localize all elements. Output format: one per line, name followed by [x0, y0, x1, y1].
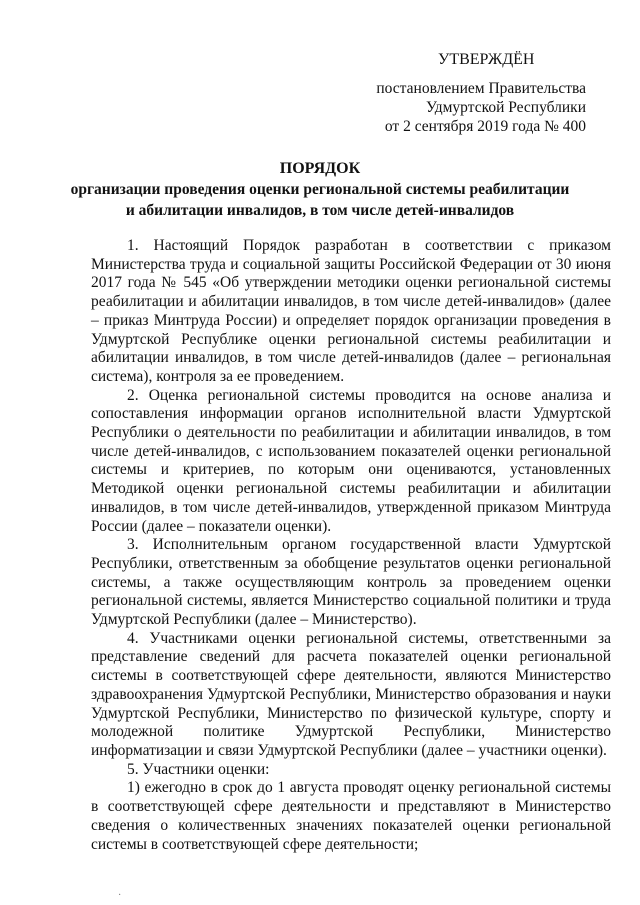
scan-artifact: ·: [118, 890, 122, 901]
approval-line-2: Удмуртской Республики: [425, 99, 586, 116]
document-subtitle-line-1: организации проведения оценки региональной системы реабилитации: [70, 181, 570, 198]
approval-line-3: от 2 сентября 2019 года № 400: [384, 118, 586, 135]
document-heading: [0, 159, 640, 221]
approval-title: УТВЕРЖДЁН: [438, 51, 535, 68]
document-body: [91, 237, 611, 854]
document-subtitle-line-2: и абилитации инвалидов, в том числе детей-инвалидов: [125, 202, 515, 219]
approval-line-1: постановлением Правительства: [376, 80, 586, 97]
paragraph-4: 4. Участниками оценки региональной системы, ответственными за представление сведений для расчета показателей оценки региональной системы в соответствующей сфере деятельности, являются Министерство здравоохранения Удмуртской Республики, Министерство образования и науки Удмуртской Республики, Министерство по физической культуре, спорту и молодежной политике Удмуртской Республики, Министерство информатизации и связи Удмуртской Республики (далее – участники оценки).: [91, 629, 611, 759]
paragraph-5: 5. Участники оценки:: [127, 760, 270, 778]
paragraph-1: 1. Настоящий Порядок разработан в соответствии с приказом Министерства труда и социальной защиты Российской Федерации от 30 июня 2017 года № 545 «Об утверждении методики оценки региональной системы реабилитации и абилитации инвалидов, в том числе детей-инвалидов» (далее – приказ Минтруда России) и определяет порядок организации проведения в Удмуртской Республике оценки региональной системы реабилитации и абилитации инвалидов, в том числе детей-инвалидов (далее – региональная система), контроля за ее проведением.: [91, 237, 611, 385]
paragraph-2: 2. Оценка региональной системы проводится на основе анализа и сопоставления информации органов исполнительной власти Удмуртской Республики о деятельности по реабилитации и абилитации инвалидов, в том числе детей-инвалидов, с использованием показателей оценки региональной системы и критериев, по которым они оцениваются, установленных Методикой оценки региональной системы реабилитации и абилитации инвалидов, в том числе детей-инвалидов, утвержденной приказом Минтруда России (далее – показатели оценки).: [91, 386, 611, 535]
approval-stamp: [360, 50, 610, 136]
paragraph-3: 3. Исполнительным органом государственной власти Удмуртской Республики, ответственным за обобщение результатов оценки региональной системы, а также осуществляющим контроль за проведением оценки региональной системы, является Министерство социальной политики и труда Удмуртской Республики (далее – Министерство).: [91, 536, 611, 629]
paragraph-5-item-1: 1) ежегодно в срок до 1 августа проводят оценку региональной системы в соответствующей сфере деятельности и представляют в Министерство сведения о количественных значениях показателей оценки региональной системы в соответствующей сфере деятельности;: [91, 779, 611, 853]
document-title: ПОРЯДОК: [279, 160, 361, 177]
